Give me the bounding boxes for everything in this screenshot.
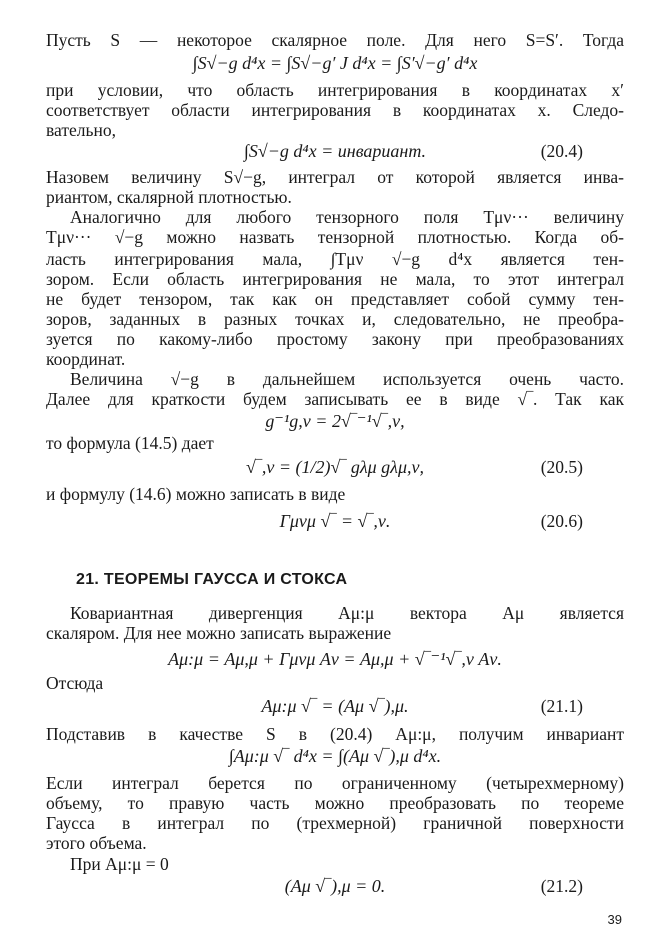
equation bbox=[46, 456, 624, 478]
equation-body: g⁻¹g,ν = 2√‾⁻¹√‾,ν, bbox=[265, 411, 405, 431]
equation-number: (21.1) bbox=[540, 696, 583, 716]
equation-number: (20.6) bbox=[540, 511, 583, 531]
text-line: Далее для краткости будем записывать ее в виде √‾. Так как bbox=[46, 389, 624, 409]
text-line: при условии, что область интегрирования в координатах x′ bbox=[46, 80, 624, 100]
equation-body: Γμνμ √‾ = √‾,ν. bbox=[279, 511, 391, 531]
equation bbox=[46, 410, 624, 432]
equation-number: (20.4) bbox=[540, 141, 583, 161]
text-line: Величина √−g в дальнейшем используется очень часто. bbox=[70, 369, 624, 389]
equation-body: ∫Aμ:μ √‾ d⁴x = ∫(Aμ √‾),μ d⁴x. bbox=[228, 746, 442, 766]
equation bbox=[46, 52, 624, 74]
equation bbox=[46, 695, 624, 717]
text-line: соответствует области интегрирования в координатах x. Следо- bbox=[46, 100, 624, 120]
text-line: риантом, скалярной плотностью. bbox=[46, 187, 292, 207]
equation bbox=[46, 875, 624, 897]
equation bbox=[46, 140, 624, 162]
text-line: Аналогично для любого тензорного поля Tμν··· величину bbox=[70, 207, 624, 227]
equation-number: (20.5) bbox=[540, 457, 583, 477]
section-heading: 21. ТЕОРЕМЫ ГАУССА И СТОКСА bbox=[76, 571, 348, 588]
text-line: не будет тензором, так как он представляет собой сумму тен- bbox=[46, 289, 624, 309]
text-line: Подставив в качестве S в (20.4) Aμ:μ, получим инвариант bbox=[46, 724, 624, 744]
text-line: вательно, bbox=[46, 120, 116, 140]
text-line: Отсюда bbox=[46, 673, 104, 693]
text-line: объему, то правую часть можно преобразовать по теореме bbox=[46, 793, 624, 813]
text-line: зоров, заданных в разных точках и, следовательно, не преобра- bbox=[46, 309, 624, 329]
equation bbox=[46, 510, 624, 532]
text-line: Если интеграл берется по ограниченному (четырехмерному) bbox=[46, 773, 624, 793]
text-line: координат. bbox=[46, 349, 126, 369]
equation-body: Aμ:μ √‾ = (Aμ √‾),μ. bbox=[261, 696, 409, 716]
page-number: 39 bbox=[607, 912, 622, 927]
equation-body: ∫S√−g d⁴x = инвариант. bbox=[243, 141, 427, 161]
text-line: Ковариантная дивергенция Aμ:μ вектора Aμ является bbox=[70, 603, 624, 623]
equation bbox=[46, 648, 624, 670]
text-line: Пусть S — некоторое скалярное поле. Для него S=S′. Тогда bbox=[46, 30, 624, 50]
text-line: Назовем величину S√−g, интеграл от которой является инва- bbox=[46, 167, 624, 187]
equation-body: √‾,ν = (1/2)√‾ gλμ gλμ,ν, bbox=[245, 457, 425, 477]
text-line: При Aμ:μ = 0 bbox=[70, 854, 169, 874]
text-line: и формулу (14.6) можно записать в виде bbox=[46, 484, 346, 504]
equation-body: (Aμ √‾),μ = 0. bbox=[284, 876, 386, 896]
text-line: этого объема. bbox=[46, 833, 147, 853]
equation-number: (21.2) bbox=[540, 876, 583, 896]
text-line: Tμν··· √−g можно назвать тензорной плотностью. Когда об- bbox=[46, 227, 624, 247]
text-line: ласть интегрирования мала, ∫Tμν √−g d⁴x является тен- bbox=[46, 249, 624, 269]
text-line: Гаусса в интеграл по (трехмерной) граничной поверхности bbox=[46, 813, 624, 833]
text-line: то формула (14.5) дает bbox=[46, 433, 214, 453]
equation bbox=[46, 745, 624, 767]
text-line: зором. Если область интегрирования не мала, то этот интеграл bbox=[46, 269, 624, 289]
equation-body: ∫S√−g d⁴x = ∫S√−g′ J d⁴x = ∫S′√−g′ d⁴x bbox=[192, 53, 478, 73]
text-line: скаляром. Для нее можно записать выражение bbox=[46, 623, 392, 643]
equation-body: Aμ:μ = Aμ,μ + Γμνμ Aν = Aμ,μ + √‾⁻¹√‾,ν Aν. bbox=[168, 649, 502, 669]
text-line: зуется по какому-либо простому закону при преобразованиях bbox=[46, 329, 624, 349]
